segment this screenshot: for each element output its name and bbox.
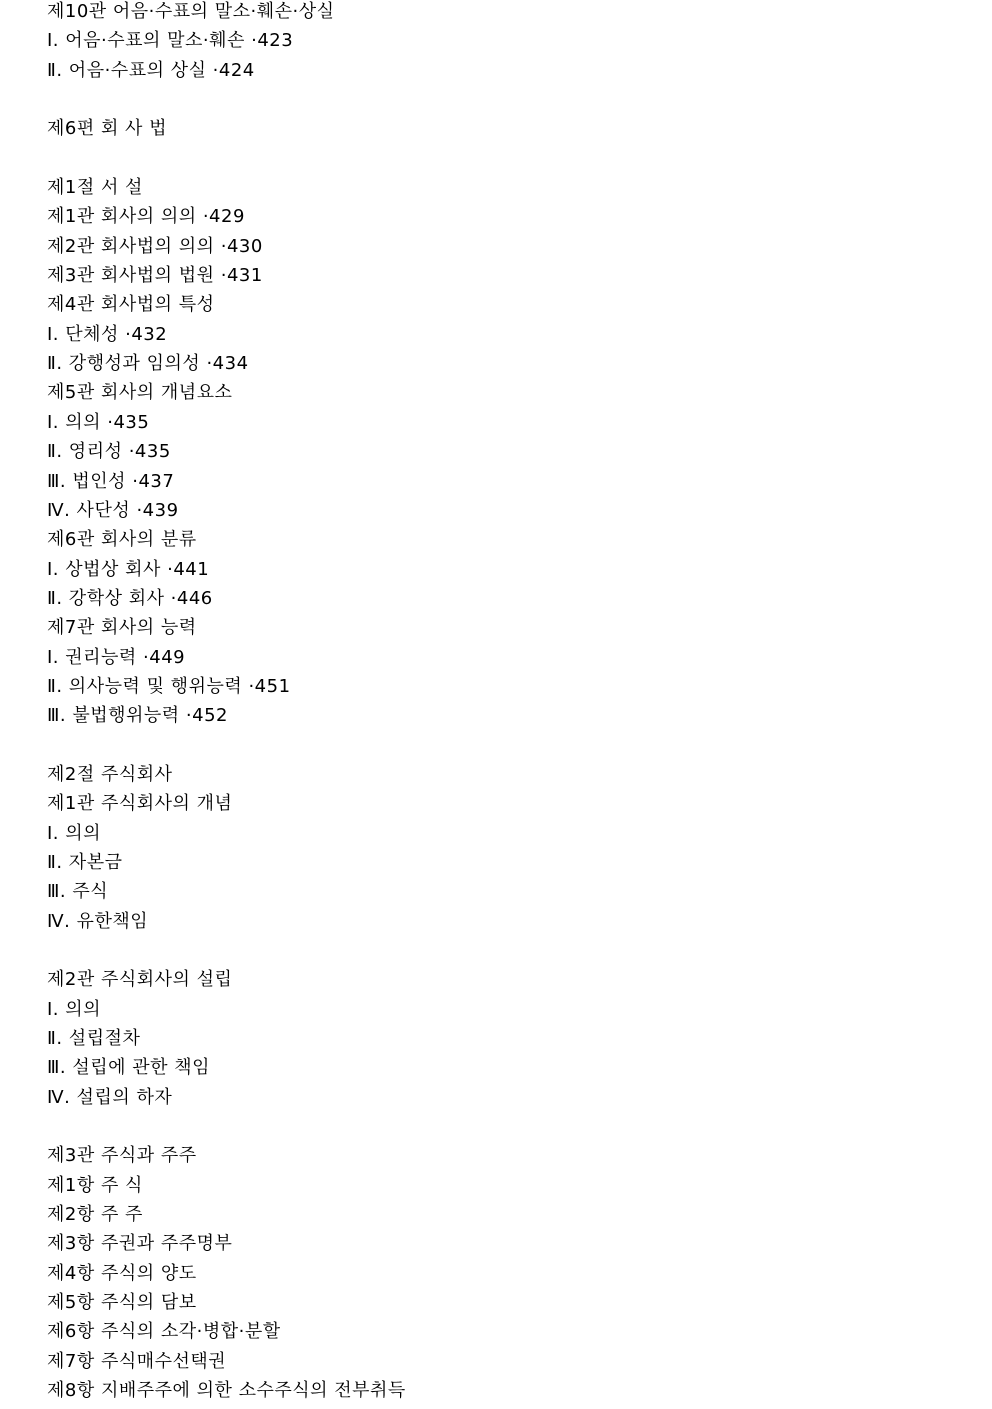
toc-line: Ⅰ. 의의 [47,822,102,844]
blank-line [47,734,967,763]
toc-line: Ⅲ. 법인성 ·437 [47,470,175,492]
toc-line: Ⅰ. 의의 ·435 [47,411,150,433]
toc-line: 제5항 주식의 담보 [47,1292,197,1314]
toc-line: Ⅱ. 설립절차 [47,1028,141,1050]
blank-line [47,88,967,117]
toc-line: Ⅲ. 불법행위능력 ·452 [47,705,228,727]
blank-line [47,147,967,176]
toc-line: Ⅰ. 단체성 ·432 [47,323,168,345]
toc-line: 제2절 주식회사 [47,763,173,785]
table-of-contents [47,0,967,1409]
toc-line: 제6관 회사의 분류 [47,529,197,551]
toc-line: Ⅱ. 의사능력 및 행위능력 ·451 [47,675,291,697]
toc-line: Ⅰ. 의의 [47,998,102,1020]
toc-line: Ⅳ. 사단성 ·439 [47,499,179,521]
toc-line: 제3항 주권과 주주명부 [47,1233,233,1255]
toc-line: 제7관 회사의 능력 [47,617,197,639]
toc-line: 제7항 주식매수선택권 [47,1350,227,1372]
toc-line: Ⅰ. 권리능력 ·449 [47,646,186,668]
blank-line [47,1115,967,1144]
toc-line: Ⅳ. 설립의 하자 [47,1086,173,1108]
toc-line: Ⅱ. 어음·수표의 상실 ·424 [47,59,255,81]
toc-line: 제2관 회사법의 의의 ·430 [47,235,263,257]
toc-line: Ⅰ. 어음·수표의 말소·훼손 ·423 [47,30,294,52]
toc-line: 제10관 어음·수표의 말소·훼손·상실 [47,1,335,22]
toc-line: Ⅲ. 주식 [47,881,109,903]
toc-line: 제1관 주식회사의 개념 [47,793,233,815]
toc-line: 제8항 지배주주에 의한 소수주식의 전부취득 [47,1380,406,1402]
toc-line: 제1절 서 설 [47,177,143,199]
toc-line: Ⅳ. 유한책임 [47,910,149,932]
toc-line: 제4항 주식의 양도 [47,1262,197,1284]
toc-line: 제6편 회 사 법 [47,118,168,140]
toc-line: Ⅱ. 영리성 ·435 [47,441,171,463]
toc-line: Ⅱ. 자본금 [47,851,123,873]
toc-line: 제3관 주식과 주주 [47,1145,197,1167]
toc-line: 제1관 회사의 의의 ·429 [47,206,245,228]
toc-line: 제5관 회사의 개념요소 [47,382,233,404]
toc-line: Ⅲ. 설립에 관한 책임 [47,1057,211,1079]
toc-line: 제4관 회사법의 특성 [47,294,215,316]
toc-line: 제3관 회사법의 법원 ·431 [47,265,263,287]
toc-line: Ⅱ. 강학상 회사 ·446 [47,587,213,609]
toc-line: 제2관 주식회사의 설립 [47,969,233,991]
toc-line: Ⅱ. 강행성과 임의성 ·434 [47,353,249,375]
blank-line [47,939,967,968]
toc-line: 제2항 주 주 [47,1204,143,1226]
toc-line: 제1항 주 식 [47,1174,143,1196]
toc-line: 제6항 주식의 소각·병합·분할 [47,1321,281,1343]
toc-line: Ⅰ. 상법상 회사 ·441 [47,558,210,580]
